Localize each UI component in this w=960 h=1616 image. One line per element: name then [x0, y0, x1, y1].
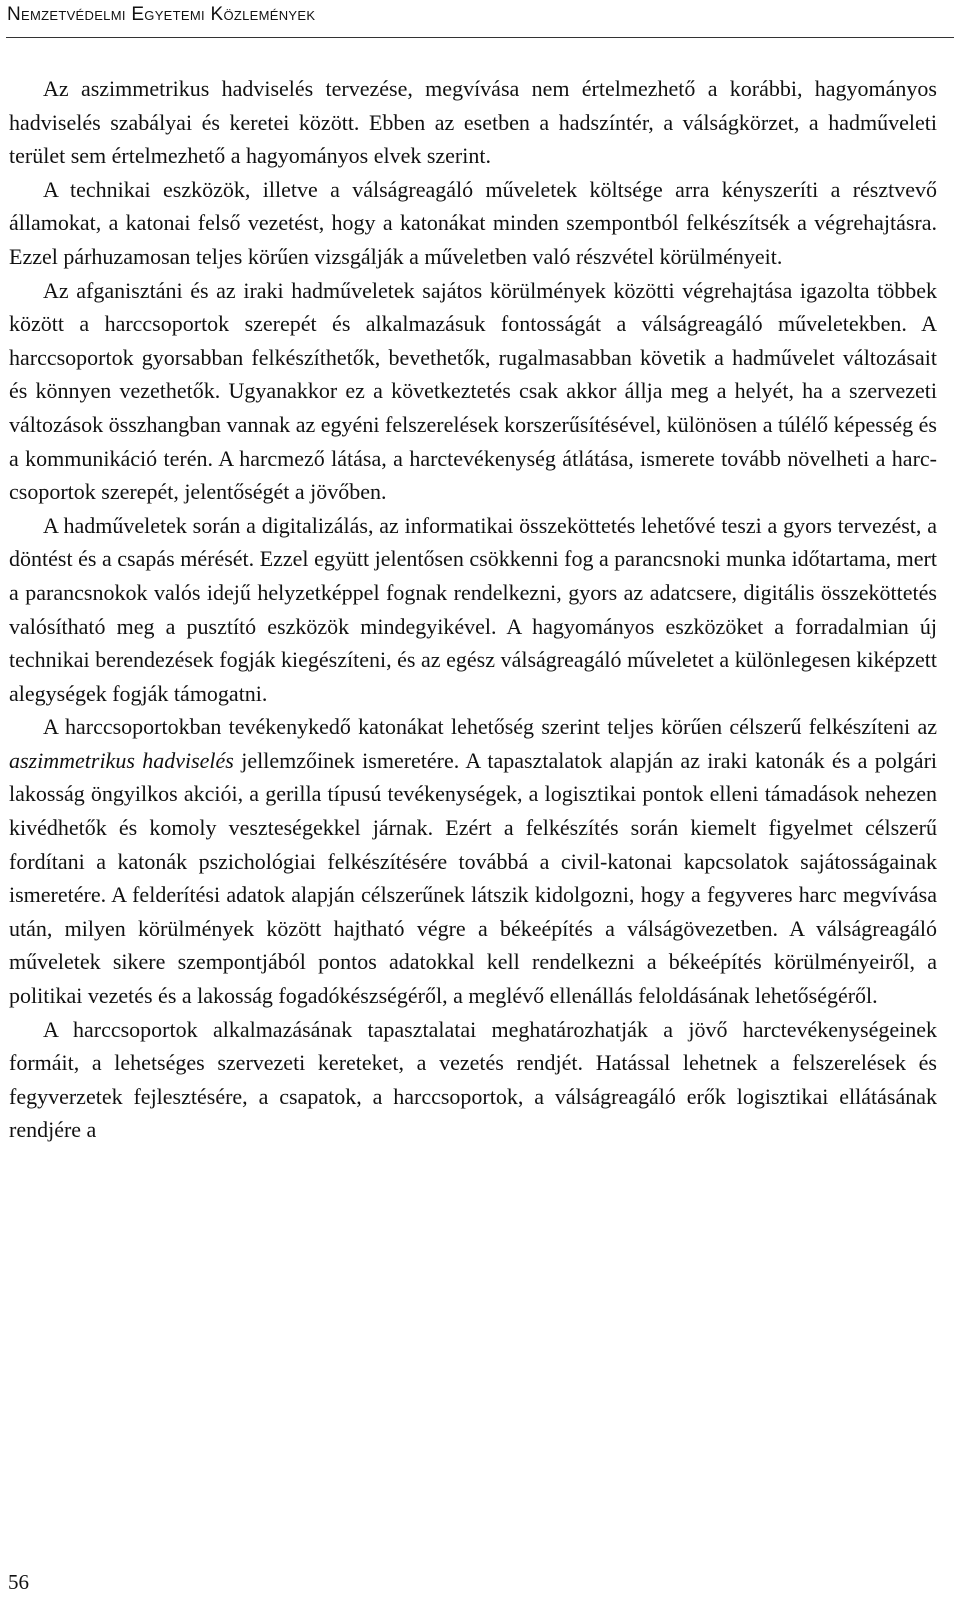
paragraph-1: Az aszimmetrikus hadviselés tervezése, megvívása nem értelmezhető a korábbi, hagyományos hadviselés szabályai és keretei között. Ebben az esetben a hadszíntér, a válságkörzet, a hadműveleti terület sem értelmezhető a hagyományos elvek szerint. [9, 76, 937, 169]
paragraph-5 [9, 710, 937, 1012]
running-head [7, 4, 315, 26]
article-body [9, 72, 937, 1147]
emphasized-term: aszimmetrikus hadviselés [9, 747, 234, 773]
paragraph-5-part-1: A harccsoportokban tevékenykedő katonákat lehetőség szerint teljes körűen célszerű felkészíteni az [43, 714, 937, 740]
paragraph-2: A technikai eszközök, illetve a válságreagáló műveletek költsége arra kényszeríti a résztvevő államokat, a katonai felső vezetést, hogy a katonákat minden szempontból felkészítsék a végrehajtásra. Ezzel párhuzamosan teljes körűen vizsgálják a műveletben való részvétel körülményeit. [9, 176, 937, 269]
paragraph-6: A harccsoportok alkalmazásának tapasztalatai meghatározhatják a jövő harctevékenységeinek formáit, a lehetséges szervezeti kereteket, a vezetés rendjét. Hatással lehetnek a felszerelések és fegyverzetek fejlesztésére, a csapatok, a harccsoportok, a válságreagáló erők logisztikai ellátásának rendjére a [9, 1016, 937, 1143]
paragraph-4: A hadműveletek során a digitalizálás, az informatikai összeköttetés lehetővé teszi a gyors tervezést, a döntést és a csapás mérését. Ezzel együtt jelentősen csökkenni fog a parancsnoki munka időtartama, mert a parancsnokok valós idejű helyzetképpel fognak rendelkezni, gyors az adatcsere, digitális összeköttetés valósítható meg a pusztító eszközök mindegyikével. A hagyományos eszközöket a forradalmian új technikai berendezések fogják kiegészíteni, és az egész válságreagáló műveletet a különlegesen kiképzett alegységek fogják támogatni. [9, 512, 937, 706]
journal-title: Nemzetvédelmi Egyetemi Közlemények [7, 4, 316, 25]
paragraph-3: Az afganisztáni és az iraki hadműveletek sajátos körülmények közötti végrehajtása igazolta többek között a harccsoportok szerepét és alkalmazásuk fontosságát a válságreagáló műveletekben. A harccsoportok gyorsabban felkészíthetők, bevethetők, rugalmasabban követik a hadművelet változásait és könnyen vezethetők. Ugyanakkor ez a következtetés csak akkor állja meg a helyét, ha a szervezeti változások összhangban vannak az egyéni felszerelések korszerűsítésével, különösen a túlélő képesség és a kommunikáció terén. A harcmező látása, a harctevékenység átlátása, ismerete tovább növelheti a harccsoportok szerepét, jelentőségét a jövőben. [9, 277, 937, 505]
paragraph-5-part-2: jellemzőinek ismeretére. A tapasztalatok alapján az iraki katonák és a polgári lakosság öngyilkos akciói, a gerilla típusú tevékenységek, a logisztikai pontok elleni támadások nehezen kivédhetők és komoly veszteségekkel járnak. Ezért a felkészítés során kiemelt figyelmet célszerű fordítani a katonák pszichológiai felkészítésére továbbá a civil-katonai kapcsolatok sajátosságainak ismeretére. A felderítési adatok alapján célszerűnek látszik kidolgozni, hogy a fegyveres harc megvívása után, milyen körülmények között hajtható végre a békeépítés a válságövezetben. A válságreagáló műveletek sikere szempontjából pontos adatokkal kell rendelkezni a békeépítés körülményeiről, a politikai vezetés és a lakosság fogadókészségéről, a meglévő ellenállás feloldásának lehetőségéről. [9, 747, 938, 1009]
page-number: 56 [8, 1570, 29, 1594]
header-divider [6, 37, 954, 38]
